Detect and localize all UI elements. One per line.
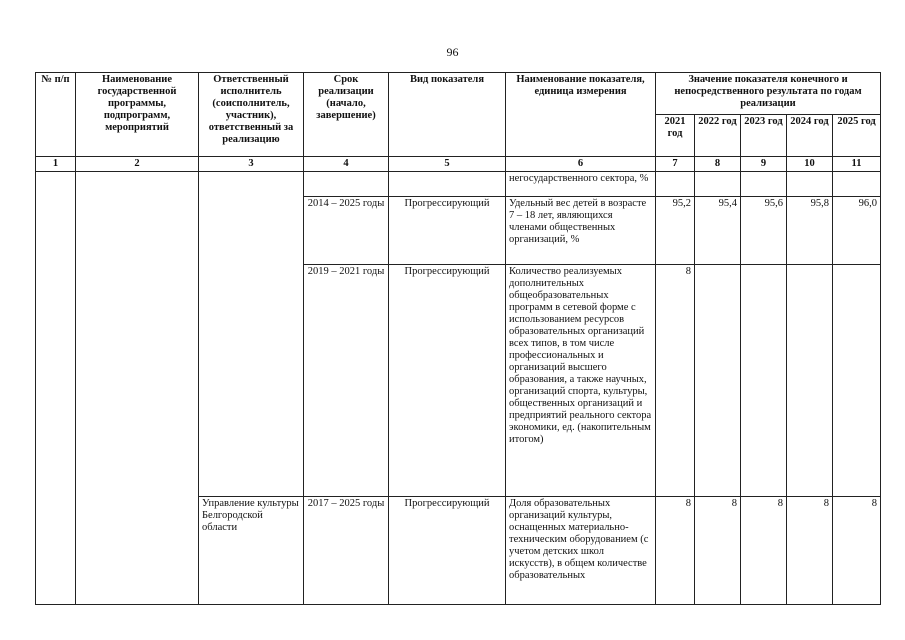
period-cell: 2014 – 2025 годы: [304, 197, 389, 265]
column-number: 8: [695, 157, 741, 172]
indicator-cell: Количество реализуемых дополнительных общеобразовательных программ в сетевой форме с использованием ресурсов образовательных организаций всех типов, в том числе профессиональных и организаций высшего образования, а также научных, организаций спорта, культуры, общественных организаций и предприятий реального сектора экономики, ед. (накопительным итогом): [506, 265, 656, 497]
executor-cell: Управление культуры Белгородской области: [199, 497, 304, 605]
header-num: № п/п: [36, 73, 76, 157]
header-period: Срок реализации (начало, завершение): [304, 73, 389, 157]
table-row: [36, 172, 881, 197]
column-number: 3: [199, 157, 304, 172]
value-cell: 95,2: [656, 197, 695, 265]
value-cell: 95,6: [741, 197, 787, 265]
type-cell: Прогрессирующий: [389, 265, 506, 497]
value-cell: 8: [656, 265, 695, 497]
header-year-2024: 2024 год: [787, 115, 833, 157]
value-cell: 95,4: [695, 197, 741, 265]
value-cell: [787, 172, 833, 197]
header-indicator: Наименование показателя, единица измерения: [506, 73, 656, 157]
value-cell: 8: [695, 497, 741, 605]
header-values-group: Значение показателя конечного и непосредственного результата по годам реализации: [656, 73, 881, 115]
column-number: 1: [36, 157, 76, 172]
column-number: 6: [506, 157, 656, 172]
header-type: Вид показателя: [389, 73, 506, 157]
type-cell: Прогрессирующий: [389, 497, 506, 605]
header-year-2022: 2022 год: [695, 115, 741, 157]
value-cell: 8: [741, 497, 787, 605]
header-name: Наименование государственной программы, подпрограмм, мероприятий: [76, 73, 199, 157]
header-executor: Ответственный исполнитель (соисполнитель, участник), ответственный за реализацию: [199, 73, 304, 157]
indicators-table: [35, 72, 881, 605]
period-cell: 2019 – 2021 годы: [304, 265, 389, 497]
header-year-2025: 2025 год: [833, 115, 881, 157]
value-cell: [741, 172, 787, 197]
column-number: 5: [389, 157, 506, 172]
value-cell: 8: [833, 497, 881, 605]
value-cell: [656, 172, 695, 197]
type-cell: [389, 172, 506, 197]
value-cell: [833, 172, 881, 197]
header-year-2023: 2023 год: [741, 115, 787, 157]
page-number: 96: [446, 45, 459, 59]
column-number: 10: [787, 157, 833, 172]
value-cell: [695, 265, 741, 497]
indicator-cell: Доля образовательных организаций культуры, оснащенных материально-техническим оборудованием (с учетом детских школ искусств), в общем количестве образовательных: [506, 497, 656, 605]
value-cell: 95,8: [787, 197, 833, 265]
executor-cell: [199, 172, 304, 497]
value-cell: 8: [656, 497, 695, 605]
num-cell: [36, 172, 76, 605]
value-cell: [833, 265, 881, 497]
value-cell: [787, 265, 833, 497]
column-number: 11: [833, 157, 881, 172]
value-cell: 96,0: [833, 197, 881, 265]
period-cell: 2017 – 2025 годы: [304, 497, 389, 605]
indicator-cell: негосударственного сектора, %: [506, 172, 656, 197]
indicator-cell: Удельный вес детей в возрасте 7 – 18 лет, являющихся членами общественных организаций, %: [506, 197, 656, 265]
program-name-cell: [76, 172, 199, 605]
header-year-2021: 2021 год: [656, 115, 695, 157]
period-cell: [304, 172, 389, 197]
column-number: 2: [76, 157, 199, 172]
value-cell: [741, 265, 787, 497]
value-cell: [695, 172, 741, 197]
column-number: 9: [741, 157, 787, 172]
column-number-row: [36, 157, 881, 172]
type-cell: Прогрессирующий: [389, 197, 506, 265]
value-cell: 8: [787, 497, 833, 605]
column-number: 4: [304, 157, 389, 172]
column-number: 7: [656, 157, 695, 172]
